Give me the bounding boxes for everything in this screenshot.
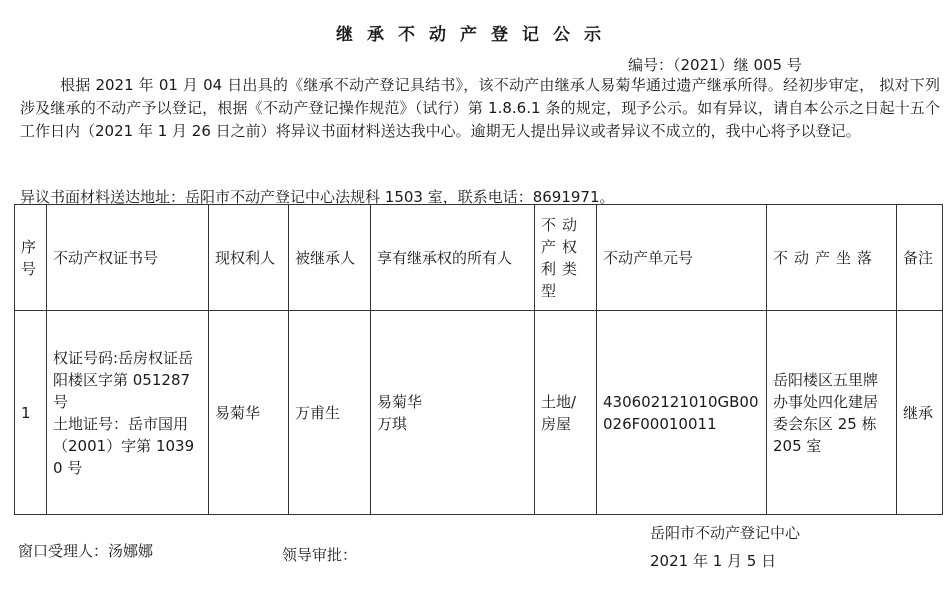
reception-clerk: 窗口受理人：汤娜娜 bbox=[18, 542, 154, 560]
header-remark: 备注 bbox=[897, 205, 943, 311]
header-seq: 序号 bbox=[15, 205, 47, 311]
cell-seq: 1 bbox=[15, 311, 47, 515]
header-heirs: 享有继承权的所有人 bbox=[371, 205, 535, 311]
header-decedent: 被继承人 bbox=[289, 205, 371, 311]
header-current-holder: 现权利人 bbox=[209, 205, 289, 311]
header-location: 不动产坐落 bbox=[767, 205, 897, 311]
cell-unit-no: 430602121010GB00026F00010011 bbox=[597, 311, 767, 515]
table-header-row bbox=[15, 205, 943, 311]
cell-heirs bbox=[371, 311, 535, 515]
cell-cert-no bbox=[47, 311, 209, 515]
header-unit-no: 不动产单元号 bbox=[597, 205, 767, 311]
cell-location: 岳阳楼区五里牌办事处四化建居委会东区 25 栋 205 室 bbox=[767, 311, 897, 515]
land-cert-line: 土地证号：岳市国用（2001）字第 10390 号 bbox=[53, 414, 195, 477]
cell-right-type: 土地/房屋 bbox=[535, 311, 597, 515]
cell-decedent: 万甫生 bbox=[289, 311, 371, 515]
issue-date: 2021 年 1 月 5 日 bbox=[650, 552, 777, 570]
approval-label: 领导审批： bbox=[282, 546, 358, 564]
cert-no-line: 权证号码:岳房权证岳阳楼区字第 051287 号 bbox=[53, 348, 194, 411]
registration-table bbox=[14, 204, 943, 515]
table-row bbox=[15, 311, 943, 515]
heir-name: 万琪 bbox=[377, 414, 408, 433]
document-number: 编号：（2021）继 005 号 bbox=[628, 56, 802, 74]
header-cert-no: 不动产权证书号 bbox=[47, 205, 209, 311]
cell-current-holder: 易菊华 bbox=[209, 311, 289, 515]
heir-name: 易菊华 bbox=[377, 392, 423, 411]
cell-remark: 继承 bbox=[897, 311, 943, 515]
objection-address: 异议书面材料送达地址：岳阳市不动产登记中心法规科 1503 室，联系电话：8691971。 bbox=[20, 188, 615, 206]
notice-paragraph: 根据 2021 年 01 月 04 日出具的《继承不动产登记具结书》，该不动产由继承人易菊华通过遗产继承所得。经初步审定， 拟对下列涉及继承的不动产予以登记，根据《不动产登记操作规范》（试行）第 1.8.6.1 条的规定，现予公示。如有异议，请自本公示之日起十五个工作日内（2021 年 1 月 26 日之前）将异议书面材料送达我中心。逾期无人提出异议或者异议不成立的，我中心将予以登记。 bbox=[20, 76, 940, 140]
page-title: 继承不动产登记公示 bbox=[336, 25, 615, 45]
header-right-type: 不动产权利类型 bbox=[535, 205, 597, 311]
issuing-organization: 岳阳市不动产登记中心 bbox=[650, 524, 801, 542]
